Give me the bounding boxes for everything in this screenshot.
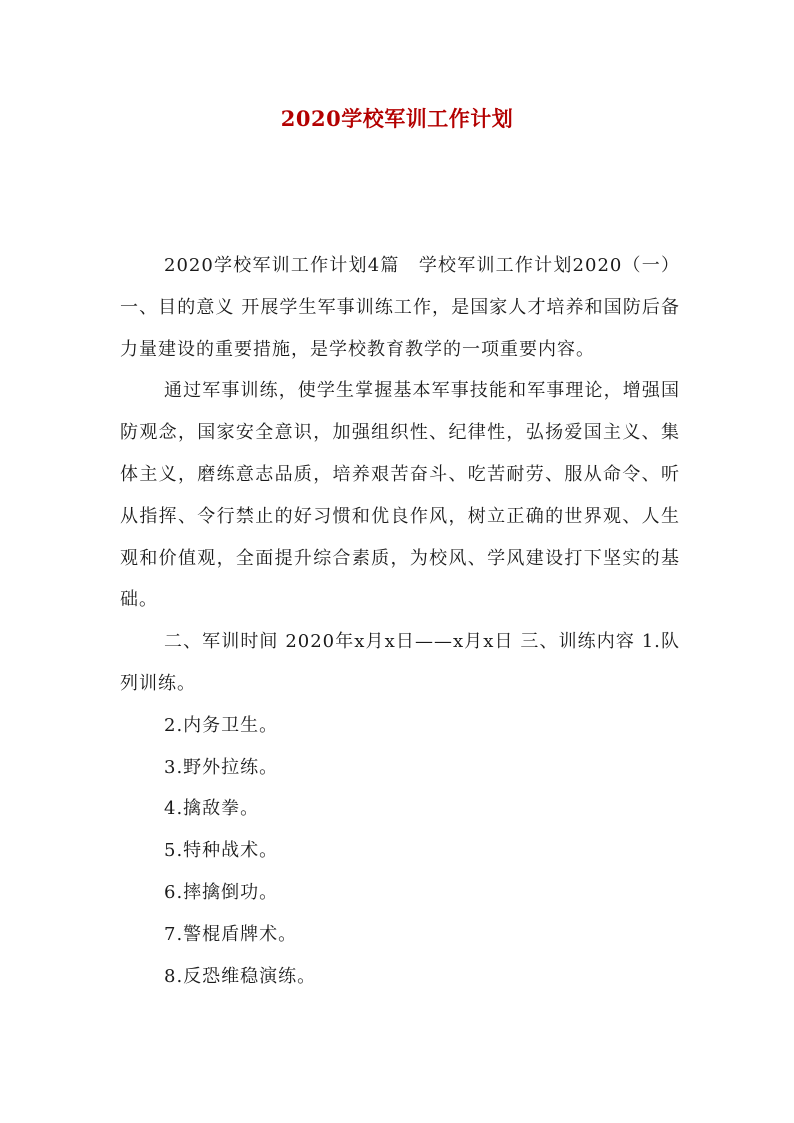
list-item: 7.警棍盾牌术。 xyxy=(164,923,298,945)
document-body xyxy=(120,245,680,997)
list-item: 8.反恐维稳演练。 xyxy=(164,965,317,987)
list-item: 3.野外拉练。 xyxy=(164,756,279,778)
document-title: 2020学校军训工作计划 xyxy=(280,106,514,131)
list-item: 6.摔擒倒功。 xyxy=(164,881,279,903)
paragraph-goals: 通过军事训练，使学生掌握基本军事技能和军事理论，增强国防观念，国家安全意识，加强组织性、纪律性，弘扬爱国主义、集体主义，磨练意志品质，培养艰苦奋斗、吃苦耐劳、服从命令、听从指挥、令行禁止的好习惯和优良作风，树立正确的世界观、人生观和价值观，全面提升综合素质，为校风、学风建设打下坚实的基础。 xyxy=(120,380,680,611)
paragraph-schedule: 二、军训时间 2020年x月x日——x月x日 三、训练内容 1.队列训练。 xyxy=(120,631,680,694)
paragraph-intro: 2020学校军训工作计划4篇 学校军训工作计划2020（一）一、目的意义 开展学生军事训练工作，是国家人才培养和国防后备力量建设的重要措施，是学校教育教学的一项重要内容。 xyxy=(120,255,680,360)
list-item: 4.擒敌拳。 xyxy=(164,798,260,820)
list-item: 5.特种战术。 xyxy=(164,840,279,862)
list-item: 2.内务卫生。 xyxy=(164,714,279,736)
